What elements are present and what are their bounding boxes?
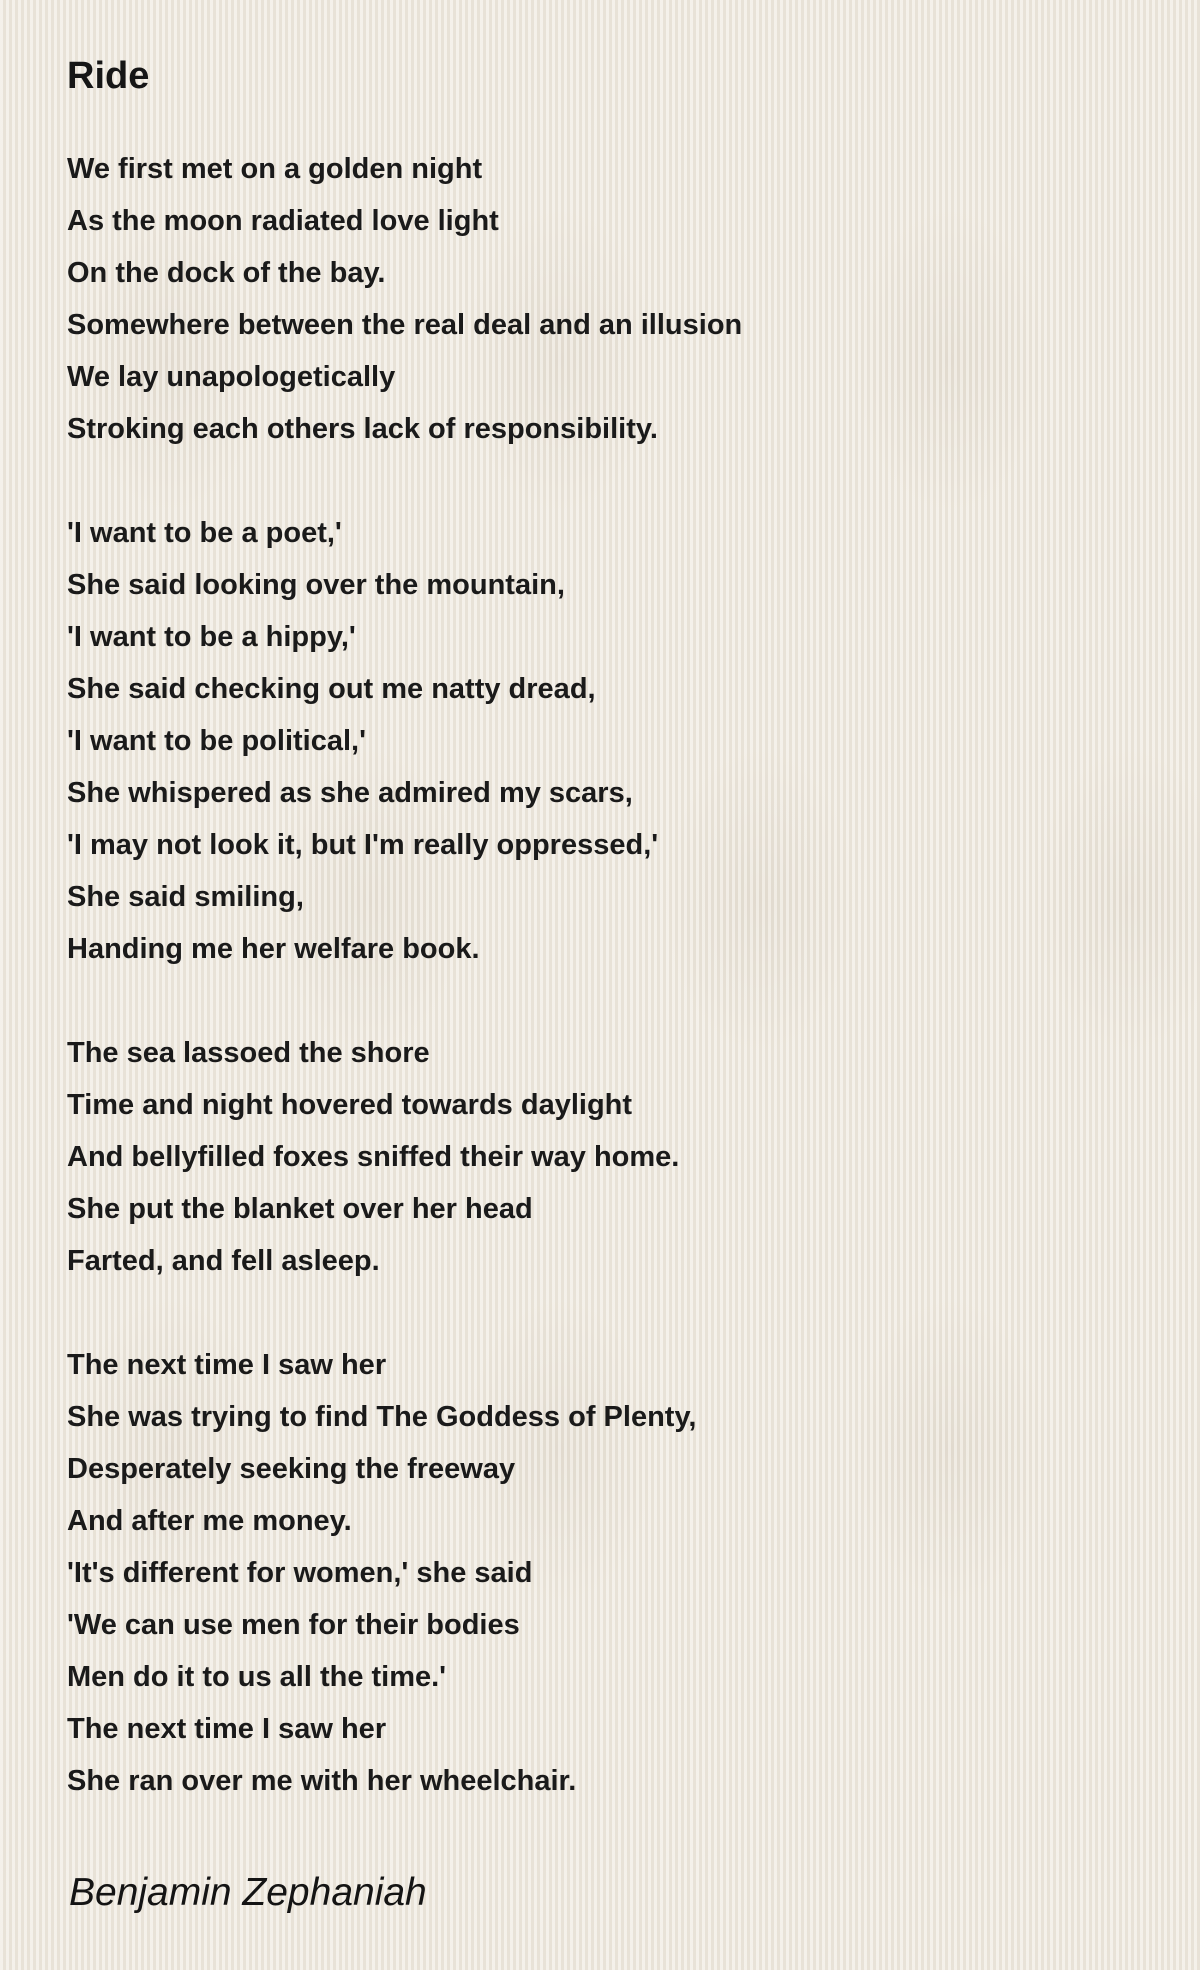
poem-line: 'We can use men for their bodies <box>67 1609 520 1641</box>
poem-line: On the dock of the bay. <box>67 257 386 289</box>
poem-line: She said looking over the mountain, <box>67 569 565 601</box>
poem-line: 'It's different for women,' she said <box>67 1557 533 1589</box>
poem-line: 'I want to be a poet,' <box>67 517 342 549</box>
poem-line: 'I may not look it, but I'm really oppressed,' <box>67 829 659 861</box>
poem-line: We lay unapologetically <box>67 361 396 393</box>
poem-line: She said checking out me natty dread, <box>67 673 596 705</box>
poem-line: The next time I saw her <box>67 1349 387 1381</box>
poem-line: She whispered as she admired my scars, <box>67 777 633 809</box>
poem-line: And bellyfilled foxes sniffed their way home. <box>67 1141 680 1173</box>
poem-line: We first met on a golden night <box>67 153 483 185</box>
poem-line: Stroking each others lack of responsibility. <box>67 413 658 445</box>
poem-line: As the moon radiated love light <box>67 205 499 237</box>
poem-line: Desperately seeking the freeway <box>67 1453 516 1485</box>
poem-line: Men do it to us all the time.' <box>67 1661 447 1693</box>
stanza-1 <box>67 143 1147 455</box>
poem-line: Farted, and fell asleep. <box>67 1245 380 1277</box>
poem-line: She was trying to find The Goddess of Plenty, <box>67 1401 697 1433</box>
poem-line: She said smiling, <box>67 881 304 913</box>
poem-line: 'I want to be political,' <box>67 725 366 757</box>
poem-line: Time and night hovered towards daylight <box>67 1089 633 1121</box>
poem-line: And after me money. <box>67 1505 352 1537</box>
poem-author: Benjamin Zephaniah <box>69 1871 427 1914</box>
poem-title: Ride <box>67 55 150 97</box>
poem-line: She ran over me with her wheelchair. <box>67 1765 577 1797</box>
poem-line: Handing me her welfare book. <box>67 933 480 965</box>
poem-line: The sea lassoed the shore <box>67 1037 430 1069</box>
stanza-3 <box>67 1027 1147 1287</box>
poem-line: She put the blanket over her head <box>67 1193 533 1225</box>
poem-line: 'I want to be a hippy,' <box>67 621 356 653</box>
poem-container <box>67 52 1147 1859</box>
poem-line: Somewhere between the real deal and an illusion <box>67 309 743 341</box>
stanza-2 <box>67 507 1147 975</box>
poem-line: The next time I saw her <box>67 1713 387 1745</box>
stanza-4 <box>67 1339 1147 1807</box>
